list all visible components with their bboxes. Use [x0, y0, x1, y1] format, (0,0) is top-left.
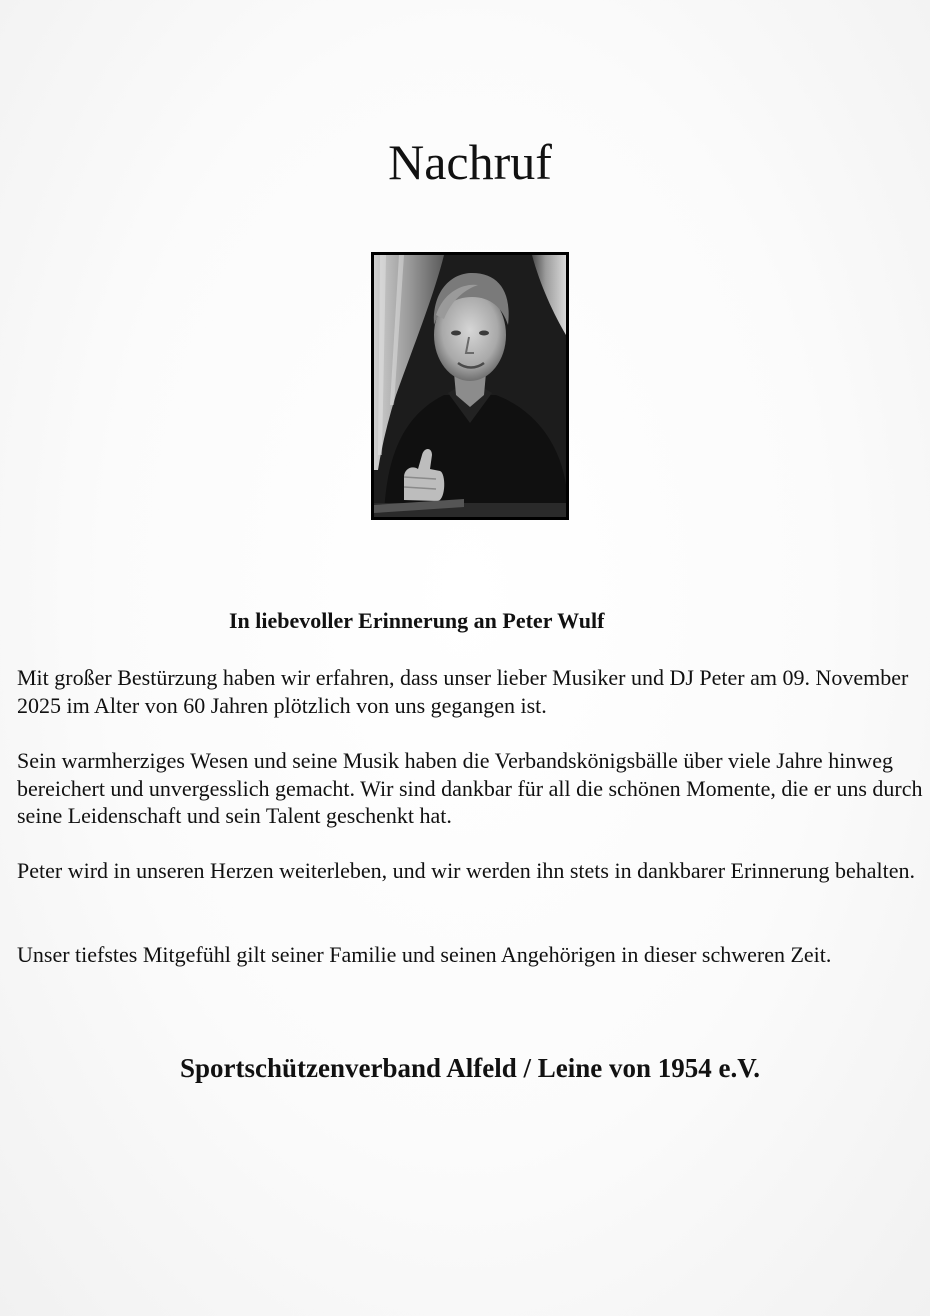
portrait-photo-icon — [374, 255, 566, 517]
memorial-photo — [371, 252, 569, 520]
page-title: Nachruf — [388, 133, 552, 190]
paragraph-3: Peter wird in unseren Herzen weiterleben, und wir werden ihn stets in dankbarer Erinnerung behalten. — [17, 858, 916, 883]
organization-signature: Sportschützenverband Alfeld / Leine von 1954 e.V. — [179, 1053, 761, 1083]
memorial-heading: In liebevoller Erinnerung an Peter Wulf — [229, 608, 605, 633]
paragraph-4: Unser tiefstes Mitgefühl gilt seiner Familie und seinen Angehörigen in dieser schweren Zeit. — [17, 942, 832, 967]
paragraph-1: Mit großer Bestürzung haben wir erfahren, dass unser lieber Musiker und DJ Peter am 09. November 2025 im Alter von 60 Jahren plötzlich von uns gegangen ist. — [17, 665, 909, 718]
paragraph-2: Sein warmherziges Wesen und seine Musik haben die Verbandskönigsbälle über viele Jahre hinweg bereichert und unvergesslich gemacht. Wir sind dankbar für all die schönen Momente, die er uns durch seine Leidenschaft und sein Talent geschenkt hat. — [17, 748, 923, 828]
